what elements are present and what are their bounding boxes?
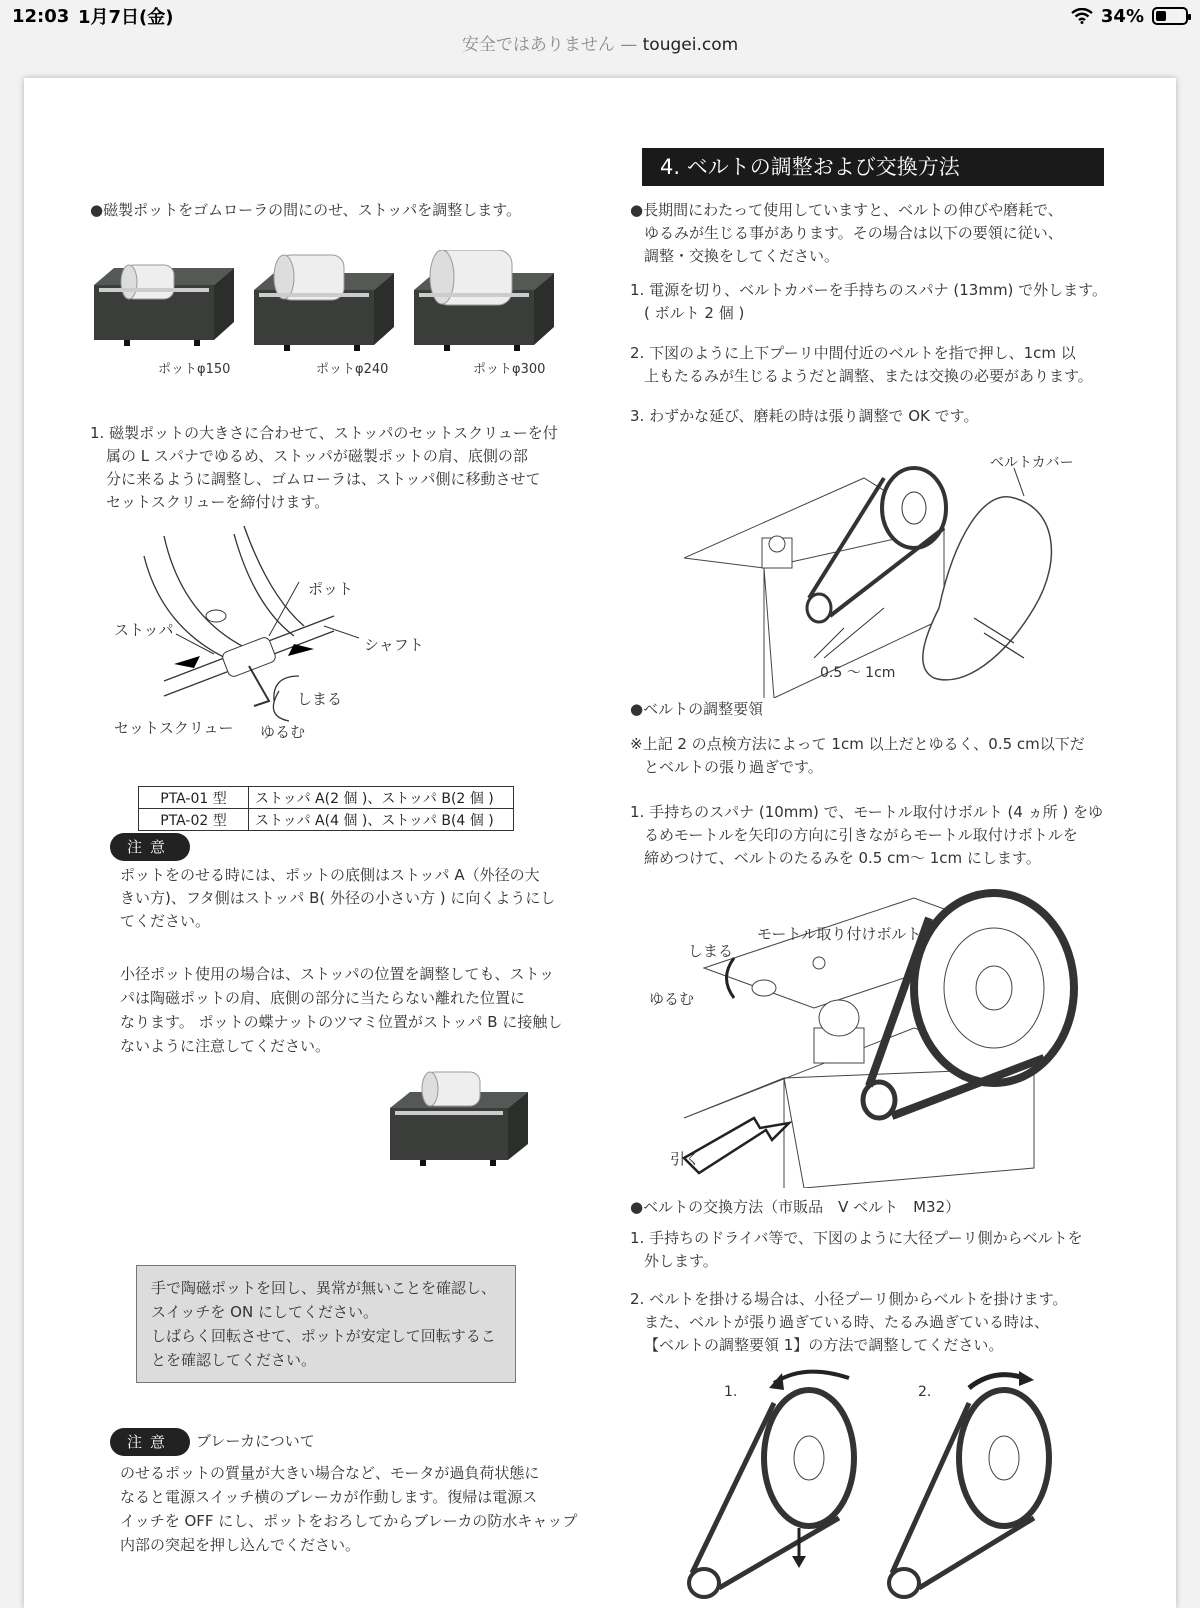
small-pot-line: パは陶磁ポットの肩、底側の部分に当たらない離れた位置に: [120, 989, 526, 1007]
label-pot: ポット: [308, 580, 354, 598]
right-step-line: 上もたるみが生じるようだと調整、または交換の必要があります。: [644, 367, 1093, 385]
small-pot-line: ないように注意してください。: [120, 1037, 331, 1055]
replace-step-line: また、ベルトが張り過ぎている時、たるみ過ぎている時は、: [644, 1313, 1050, 1331]
replace-step-line: 2. ベルトを掛ける場合は、小径プーリ側からベルトを掛けます。: [630, 1290, 1068, 1308]
spec-table: [138, 786, 514, 831]
replace-step-line: 外します。: [644, 1252, 718, 1270]
label-stopper: ストッパ: [114, 621, 174, 639]
caution2-line: のせるポットの質量が大きい場合など、モータが過負荷状態に: [120, 1464, 540, 1482]
table-cell: PTA-02 型: [139, 809, 249, 831]
gray-note-line: とを確認してください。: [151, 1351, 317, 1369]
step1-line: 1. 磁製ポットの大きさに合わせて、ストッパのセットスクリューを付: [90, 424, 558, 442]
label-tighten-2: しまる: [688, 942, 734, 960]
caution1-line: ポットをのせる時には、ポットの底側はストッパ A（外径の大: [120, 866, 540, 884]
right-step-line: 1. 電源を切り、ベルトカバーを手持ちのスパナ (13mm) で外します。: [630, 281, 1107, 299]
gray-note-line: スイッチを ON にしてください。: [151, 1303, 378, 1321]
pot-label-240: ポットφ240: [316, 362, 389, 377]
pot-label-150: ポットφ150: [158, 362, 231, 377]
gray-note-line: しばらく回転させて、ポットが安定して回転するこ: [151, 1327, 496, 1345]
status-time: 12:03: [12, 5, 70, 27]
section-title: 4. ベルトの調整および交換方法: [642, 148, 1104, 186]
step1-line: 属の L スパナでゆるめ、ストッパが磁製ポットの肩、底側の部: [106, 447, 528, 465]
diagram3-label-2: 2.: [918, 1384, 932, 1400]
caution-badge: 注意: [110, 833, 190, 861]
caution2-line: イッチを OFF にし、ポットをおろしてからブレーカの防水キャップ: [120, 1512, 578, 1530]
replace-heading: ●ベルトの交換方法（市販品 V ベルト M32）: [630, 1198, 961, 1216]
adjust-step-line: 締めつけて、ベルトのたるみを 0.5 cm～ 1cm にします。: [644, 849, 1041, 867]
caution2-title: ブレーカについて: [196, 1432, 315, 1450]
adjust-step-line: るめモートルを矢印の方向に引きながらモートル取付けボトルを: [644, 826, 1078, 844]
machine-150: [94, 265, 234, 346]
right-step-line: 3. わずかな延び、磨耗の時は張り調整で OK です。: [630, 407, 979, 425]
replace-step-line: 1. 手持ちのドライバ等で、下図のように大径プーリ側からベルトを: [630, 1229, 1083, 1247]
replace-step-line: 【ベルトの調整要領 1】の方法で調整してください。: [644, 1336, 1004, 1354]
status-bar: [0, 0, 1200, 32]
label-tighten: しまる: [297, 690, 343, 708]
wifi-icon: [1071, 8, 1093, 24]
step1-line: 分に来るように調整し、ゴムローラは、ストッパ側に移動させて: [106, 470, 541, 488]
caution2-line: 内部の突起を押し込んでください。: [120, 1536, 361, 1554]
caution1-line: きい方)、フタ側はストッパ B( 外径の小さい方 ) に向くようにし: [120, 889, 556, 907]
table-cell: ストッパ A(2 個 )、ストッパ B(2 個 ): [249, 787, 514, 809]
security-warning: 安全ではありません —: [461, 35, 638, 55]
belt-replace-1: [689, 1372, 854, 1597]
url-bar[interactable]: [0, 30, 1200, 60]
label-loosen-2: ゆるむ: [649, 990, 695, 1008]
label-pull: 引く: [670, 1150, 701, 1168]
right-intro-line: ●長期間にわたって使用していますと、ベルトの伸びや磨耗で、: [630, 201, 1063, 219]
label-motor-bolt: モートル取り付けボルト: [757, 925, 922, 943]
caution-badge-2: 注意: [110, 1428, 190, 1456]
table-cell: ストッパ A(4 個 )、ストッパ B(4 個 ): [249, 809, 514, 831]
small-pot-line: なります。 ポットの蝶ナットのツマミ位置がストッパ B に接触し: [120, 1013, 563, 1031]
gray-note-line: 手で陶磁ポットを回し、異常が無いことを確認し、: [151, 1279, 497, 1297]
battery-percent: 34%: [1100, 5, 1144, 27]
battery-icon: [1152, 7, 1188, 25]
diagram3-label-1: 1.: [724, 1384, 738, 1400]
adjust-note-line: ※上記 2 の点検方法によって 1cm 以上だとゆるく、0.5 cm以下だ: [630, 735, 1085, 753]
left-intro: ●磁製ポットをゴムローラの間にのせ、ストッパを調整します。: [90, 201, 521, 219]
label-loosen: ゆるむ: [260, 723, 306, 741]
adjust-note-line: とベルトの張り過ぎです。: [644, 758, 823, 776]
caution1-line: てください。: [120, 912, 211, 930]
belt-cover-diagram: [684, 448, 1084, 698]
pot-label-300: ポットφ300: [473, 362, 546, 377]
right-step-line: ( ボルト 2 個 ): [644, 304, 745, 322]
step1-line: セットスクリューを締付けます。: [106, 493, 330, 511]
right-intro-line: ゆるみが生じる事があります。その場合は以下の要領に従い、: [644, 224, 1063, 242]
table-row: [139, 809, 514, 831]
small-pot-machine-illustration: [390, 1068, 540, 1178]
right-intro-line: 調整・交換をしてください。: [644, 247, 840, 265]
belt-replace-2: [889, 1371, 1049, 1597]
document-page: [24, 78, 1176, 1608]
status-date: 1月7日(金): [78, 7, 174, 28]
label-slack: 0.5 ～ 1cm: [820, 665, 896, 681]
status-right: [1071, 6, 1188, 27]
url-host: tougei.com: [642, 35, 739, 55]
gray-note-box: [136, 1265, 516, 1383]
machine-300: [414, 250, 554, 351]
table-cell: PTA-01 型: [139, 787, 249, 809]
caution2-line: なると電源スイッチ横のブレーカが作動します。復帰は電源ス: [120, 1488, 538, 1506]
right-step-line: 2. 下図のように上下プーリ中間付近のベルトを指で押し、1cm 以: [630, 344, 1076, 362]
adjust-step-line: 1. 手持ちのスパナ (10mm) で、モートル取付けボルト (4 ヵ所 ) をゆ: [630, 803, 1104, 821]
label-belt-cover: ベルトカバー: [990, 455, 1074, 471]
label-shaft: シャフト: [364, 636, 424, 654]
battery-fill: [1156, 11, 1166, 21]
small-pot-line: 小径ポット使用の場合は、ストッパの位置を調整しても、ストッ: [120, 965, 555, 983]
table-row: [139, 787, 514, 809]
adjust-heading: ●ベルトの調整要領: [630, 700, 764, 718]
machine-240: [254, 255, 394, 351]
label-setscrew: セットスクリュー: [114, 719, 234, 737]
